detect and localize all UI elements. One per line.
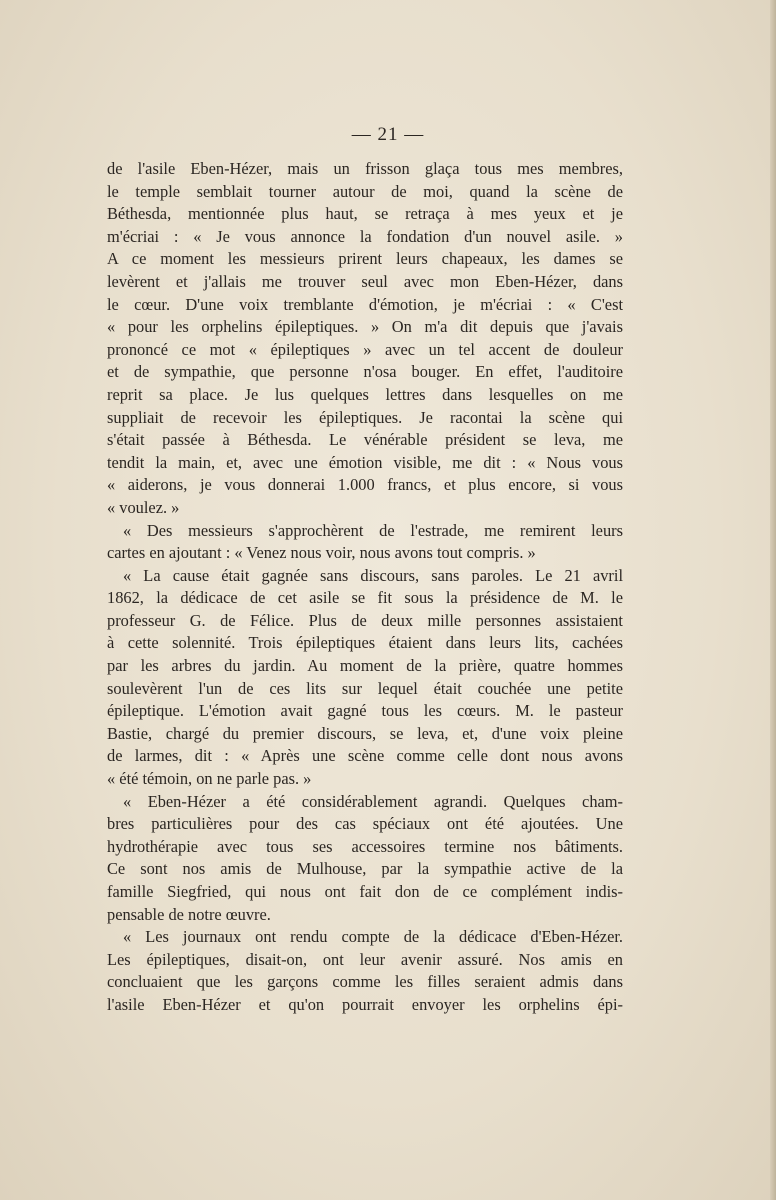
text-line: et de sympathie, que personne n'osa bouger. En effet, l'auditoire	[107, 362, 623, 382]
text-line: bres particulières pour des cas spéciaux ont été ajoutées. Une	[107, 814, 623, 834]
text-line: suppliait de recevoir les épileptiques. Je racontai la scène qui	[107, 407, 623, 427]
text-line: levèrent et j'allais me trouver seul avec mon Eben-Hézer, dans	[107, 271, 623, 291]
text-line: « aiderons, je vous donnerai 1.000 francs, et plus encore, si vous	[107, 475, 623, 495]
text-line: 1862, la dédicace de cet asile se fit sous la présidence de M. le	[107, 588, 623, 608]
text-line: « Des messieurs s'approchèrent de l'estrade, me remirent leurs	[123, 520, 623, 540]
text-line: A ce moment les messieurs prirent leurs chapeaux, les dames se	[107, 249, 623, 269]
text-line: soulevèrent l'un de ces lits sur lequel était couchée une petite	[107, 678, 623, 698]
text-line: le cœur. D'une voix tremblante d'émotion, je m'écriai : « C'est	[107, 294, 623, 314]
text-line: Ce sont nos amis de Mulhouse, par la sympathie active de la	[107, 859, 623, 879]
text-line: à cette solennité. Trois épileptiques étaient dans leurs lits, cachées	[107, 633, 623, 653]
text-line: prononcé ce mot « épileptiques » avec un tel accent de douleur	[107, 339, 623, 359]
text-line: « Les journaux ont rendu compte de la dédicace d'Eben-Hézer.	[123, 927, 623, 947]
text-line: tendit la main, et, avec une émotion visible, me dit : « Nous vous	[107, 452, 623, 472]
body-text	[107, 158, 623, 1017]
text-line: le temple semblait tourner autour de moi, quand la scène de	[107, 181, 623, 201]
text-line: m'écriai : « Je vous annonce la fondation d'un nouvel asile. »	[107, 226, 623, 246]
text-line: pensable de notre œuvre.	[107, 904, 271, 924]
text-line: cartes en ajoutant : « Venez nous voir, nous avons tout compris. »	[107, 543, 536, 563]
text-line: de l'asile Eben-Hézer, mais un frisson glaça tous mes membres,	[107, 159, 623, 178]
text-line: « voulez. »	[107, 497, 180, 517]
text-line: concluaient que les garçons comme les filles seraient admis dans	[107, 972, 623, 992]
text-line: épileptique. L'émotion avait gagné tous les cœurs. M. le pasteur	[107, 701, 623, 721]
text-line: Bastie, chargé du premier discours, se leva, et, d'une voix pleine	[107, 723, 623, 743]
text-line: s'était passée à Béthesda. Le vénérable président se leva, me	[107, 430, 623, 450]
text-line: Les épileptiques, disait-on, ont leur avenir assuré. Nos amis en	[107, 949, 623, 969]
text-line: Béthesda, mentionnée plus haut, se retraça à mes yeux et je	[107, 204, 623, 224]
page-edge	[770, 0, 776, 1200]
text-line: professeur G. de Félice. Plus de deux mille personnes assistaient	[107, 610, 623, 630]
text-line: hydrothérapie avec tous ses accessoires termine nos bâtiments.	[107, 836, 623, 856]
text-line: par les arbres du jardin. Au moment de la prière, quatre hommes	[107, 656, 623, 676]
text-line: « La cause était gagnée sans discours, sans paroles. Le 21 avril	[123, 565, 623, 585]
text-line: « Eben-Hézer a été considérablement agrandi. Quelques cham-	[123, 791, 623, 811]
text-line: « été témoin, on ne parle pas. »	[107, 769, 312, 789]
text-line: de larmes, dit : « Après une scène comme celle dont nous avons	[107, 746, 623, 766]
text-line: famille Siegfried, qui nous ont fait don de ce complément indis-	[107, 882, 623, 901]
text-line: « pour les orphelins épileptiques. » On m'a dit depuis que j'avais	[107, 317, 623, 337]
text-line: l'asile Eben-Hézer et qu'on pourrait envoyer les orphelins épi-	[107, 994, 623, 1014]
page-number: — 21 —	[351, 124, 425, 145]
text-line: reprit sa place. Je lus quelques lettres dans lesquelles on me	[107, 384, 623, 404]
